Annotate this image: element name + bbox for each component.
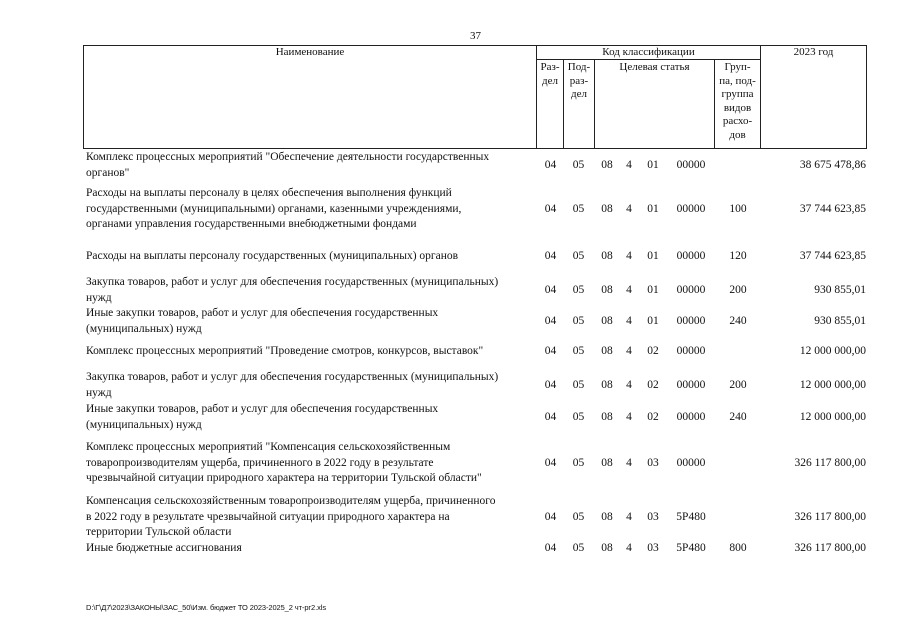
table-row: [0, 306, 905, 337]
cell-main: 01: [647, 159, 659, 171]
cell-main: 01: [647, 284, 659, 296]
row-name-line: Расходы на выплаты персоналу в целях обеспечения выполнения функций: [86, 187, 452, 199]
cell-amount: 326 117 800,00: [794, 457, 866, 469]
row-name-line: Иные бюджетные ассигнования: [86, 542, 242, 554]
row-name: [86, 150, 541, 181]
row-name: [86, 186, 541, 233]
cell-amount: 37 744 623,85: [799, 203, 866, 215]
cell-vid: 200: [729, 284, 747, 296]
header-group: Груп- па, под- группа видов расхо- дов: [719, 61, 756, 141]
header-classification-code: Код классификации: [602, 46, 695, 58]
header-divider-group: [760, 45, 761, 149]
row-name-line: Комплекс процессных мероприятий "Компенсация сельскохозяйственным: [86, 441, 451, 453]
header-bottom-border: [83, 148, 867, 149]
cell-main: 01: [647, 203, 659, 215]
row-name: [86, 541, 541, 557]
cell-podrazdel: 05: [572, 250, 585, 262]
cell-vid: 240: [729, 315, 747, 327]
cell-amount: 12 000 000,00: [799, 345, 866, 357]
cell-razdel: 04: [544, 284, 557, 296]
cell-sub: 4: [626, 159, 632, 171]
cell-vid: 100: [729, 203, 747, 215]
cell-main: 01: [647, 315, 659, 327]
row-name-line: (муниципальных) нужд: [86, 322, 202, 335]
cell-sub: 4: [626, 457, 632, 469]
table-row: [0, 402, 905, 433]
cell-prog: 08: [601, 159, 613, 171]
header-year: 2023 год: [793, 46, 834, 58]
row-name-line: Расходы на выплаты персоналу государственных (муниципальных) органов: [86, 250, 459, 262]
cell-prog: 08: [601, 250, 613, 262]
row-name-line: Иные закупки товаров, работ и услуг для обеспечения государственных: [86, 403, 439, 415]
row-name: [86, 344, 541, 360]
cell-razdel: 04: [544, 159, 557, 171]
cell-razdel: 04: [544, 511, 557, 523]
row-name-line: территории Тульской области: [86, 526, 232, 538]
row-name-line: органов": [86, 166, 130, 179]
table-row: [0, 275, 905, 306]
cell-razdel: 04: [544, 203, 557, 215]
cell-prog: 08: [601, 511, 613, 523]
row-name-line: товаропроизводителям ущерба, причиненного в 2022 году в результате: [86, 456, 434, 469]
cell-main: 03: [647, 542, 659, 554]
cell-sub: 4: [626, 250, 632, 262]
row-name-line: органами управления государственными внебюджетными фондами: [86, 218, 417, 230]
row-name-line: Компенсация сельскохозяйственным товаропроизводителям ущерба, причиненного: [86, 495, 496, 507]
cell-razdel: 04: [544, 345, 557, 357]
table-row: [0, 541, 905, 559]
cell-vid: 800: [729, 542, 747, 554]
cell-prog: 08: [601, 315, 613, 327]
row-name: [86, 306, 541, 337]
row-name: [86, 370, 541, 401]
cell-amount: 37 744 623,85: [799, 250, 866, 262]
cell-podrazdel: 05: [572, 159, 585, 171]
cell-main: 03: [647, 457, 659, 469]
cell-prog: 08: [601, 411, 613, 423]
row-name-line: Закупка товаров, работ и услуг для обеспечения государственных (муниципальных): [86, 371, 499, 383]
cell-sub: 4: [626, 411, 632, 423]
cell-prog: 08: [601, 542, 613, 554]
cell-amount: 326 117 800,00: [794, 511, 866, 523]
footer-file-path: D:\Г\Д7\2023\ЗАКОНЫ\ЗАС_50\Изм. бюджет ТО 2023-2025_2 чт-рг2.xls: [86, 603, 326, 612]
cell-sub: 4: [626, 345, 632, 357]
row-name-line: в 2022 году в результате чрезвычайной ситуации природного характера на: [86, 510, 450, 523]
cell-sub: 4: [626, 511, 632, 523]
row-name-line: нужд: [86, 386, 112, 399]
row-name: [86, 275, 541, 306]
row-name: [86, 494, 541, 541]
cell-main: 02: [647, 379, 659, 391]
cell-amount: 930 855,01: [814, 284, 866, 296]
cell-sub: 4: [626, 284, 632, 296]
table-row: [0, 494, 905, 542]
cell-amount: 12 000 000,00: [799, 379, 866, 391]
row-name-line: чрезвычайной ситуации природного характера на территории Тульской области": [86, 472, 482, 484]
cell-amount: 12 000 000,00: [799, 411, 866, 423]
cell-prog: 08: [601, 457, 613, 469]
row-name: [86, 402, 541, 433]
cell-dir: 00000: [676, 159, 706, 171]
cell-amount: 326 117 800,00: [794, 542, 866, 554]
cell-vid: 120: [729, 250, 747, 262]
cell-dir: 00000: [676, 379, 706, 391]
cell-dir: 5Р480: [676, 511, 706, 523]
row-name-line: (муниципальных) нужд: [86, 418, 202, 431]
cell-sub: 4: [626, 315, 632, 327]
cell-podrazdel: 05: [572, 345, 585, 357]
cell-podrazdel: 05: [572, 315, 585, 327]
cell-razdel: 04: [544, 250, 557, 262]
cell-razdel: 04: [544, 411, 557, 423]
row-name-line: Иные закупки товаров, работ и услуг для обеспечения государственных: [86, 307, 439, 319]
cell-podrazdel: 05: [572, 379, 585, 391]
cell-amount: 930 855,01: [814, 315, 866, 327]
table-row: [0, 249, 905, 267]
cell-razdel: 04: [544, 379, 557, 391]
cell-dir: 00000: [676, 284, 706, 296]
cell-sub: 4: [626, 379, 632, 391]
header-target-article: Целевая статья: [619, 61, 690, 73]
cell-dir: 00000: [676, 457, 706, 469]
cell-podrazdel: 05: [572, 284, 585, 296]
table-row: [0, 344, 905, 362]
cell-sub: 4: [626, 203, 632, 215]
table-row: [0, 186, 905, 234]
row-name-line: государственными (муниципальными) органами, казенными учреждениями,: [86, 202, 462, 215]
cell-dir: 00000: [676, 250, 706, 262]
table-row: [0, 370, 905, 401]
cell-dir: 00000: [676, 203, 706, 215]
cell-vid: 240: [729, 411, 747, 423]
cell-prog: 08: [601, 345, 613, 357]
row-name-line: Комплекс процессных мероприятий "Обеспечение деятельности государственных: [86, 151, 490, 163]
cell-amount: 38 675 478,86: [799, 159, 866, 171]
header-razdel: Раз- дел: [540, 61, 560, 87]
cell-vid: 200: [729, 379, 747, 391]
row-name-line: нужд: [86, 291, 112, 304]
cell-razdel: 04: [544, 315, 557, 327]
cell-dir: 00000: [676, 411, 706, 423]
cell-dir: 5Р480: [676, 542, 706, 554]
header-left-border: [83, 45, 84, 149]
cell-podrazdel: 05: [572, 203, 585, 215]
page-number: 37: [470, 30, 481, 42]
cell-podrazdel: 05: [572, 457, 585, 469]
cell-prog: 08: [601, 284, 613, 296]
cell-prog: 08: [601, 379, 613, 391]
cell-prog: 08: [601, 203, 613, 215]
cell-main: 01: [647, 250, 659, 262]
cell-podrazdel: 05: [572, 511, 585, 523]
cell-dir: 00000: [676, 345, 706, 357]
cell-podrazdel: 05: [572, 542, 585, 554]
cell-main: 02: [647, 411, 659, 423]
row-name: [86, 440, 541, 487]
row-name-line: Комплекс процессных мероприятий "Проведение смотров, конкурсов, выставок": [86, 345, 484, 357]
cell-main: 02: [647, 345, 659, 357]
cell-razdel: 04: [544, 542, 557, 554]
table-row: [0, 440, 905, 488]
table-row: [0, 150, 905, 181]
cell-sub: 4: [626, 542, 632, 554]
header-podrazdel: Под- раз- дел: [567, 61, 591, 101]
cell-podrazdel: 05: [572, 411, 585, 423]
row-name-line: Закупка товаров, работ и услуг для обеспечения государственных (муниципальных): [86, 276, 499, 288]
cell-main: 03: [647, 511, 659, 523]
header-right-border: [866, 45, 867, 149]
cell-dir: 00000: [676, 315, 706, 327]
cell-razdel: 04: [544, 457, 557, 469]
header-name: Наименование: [275, 46, 345, 58]
row-name: [86, 249, 541, 265]
table-header: [0, 0, 905, 150]
